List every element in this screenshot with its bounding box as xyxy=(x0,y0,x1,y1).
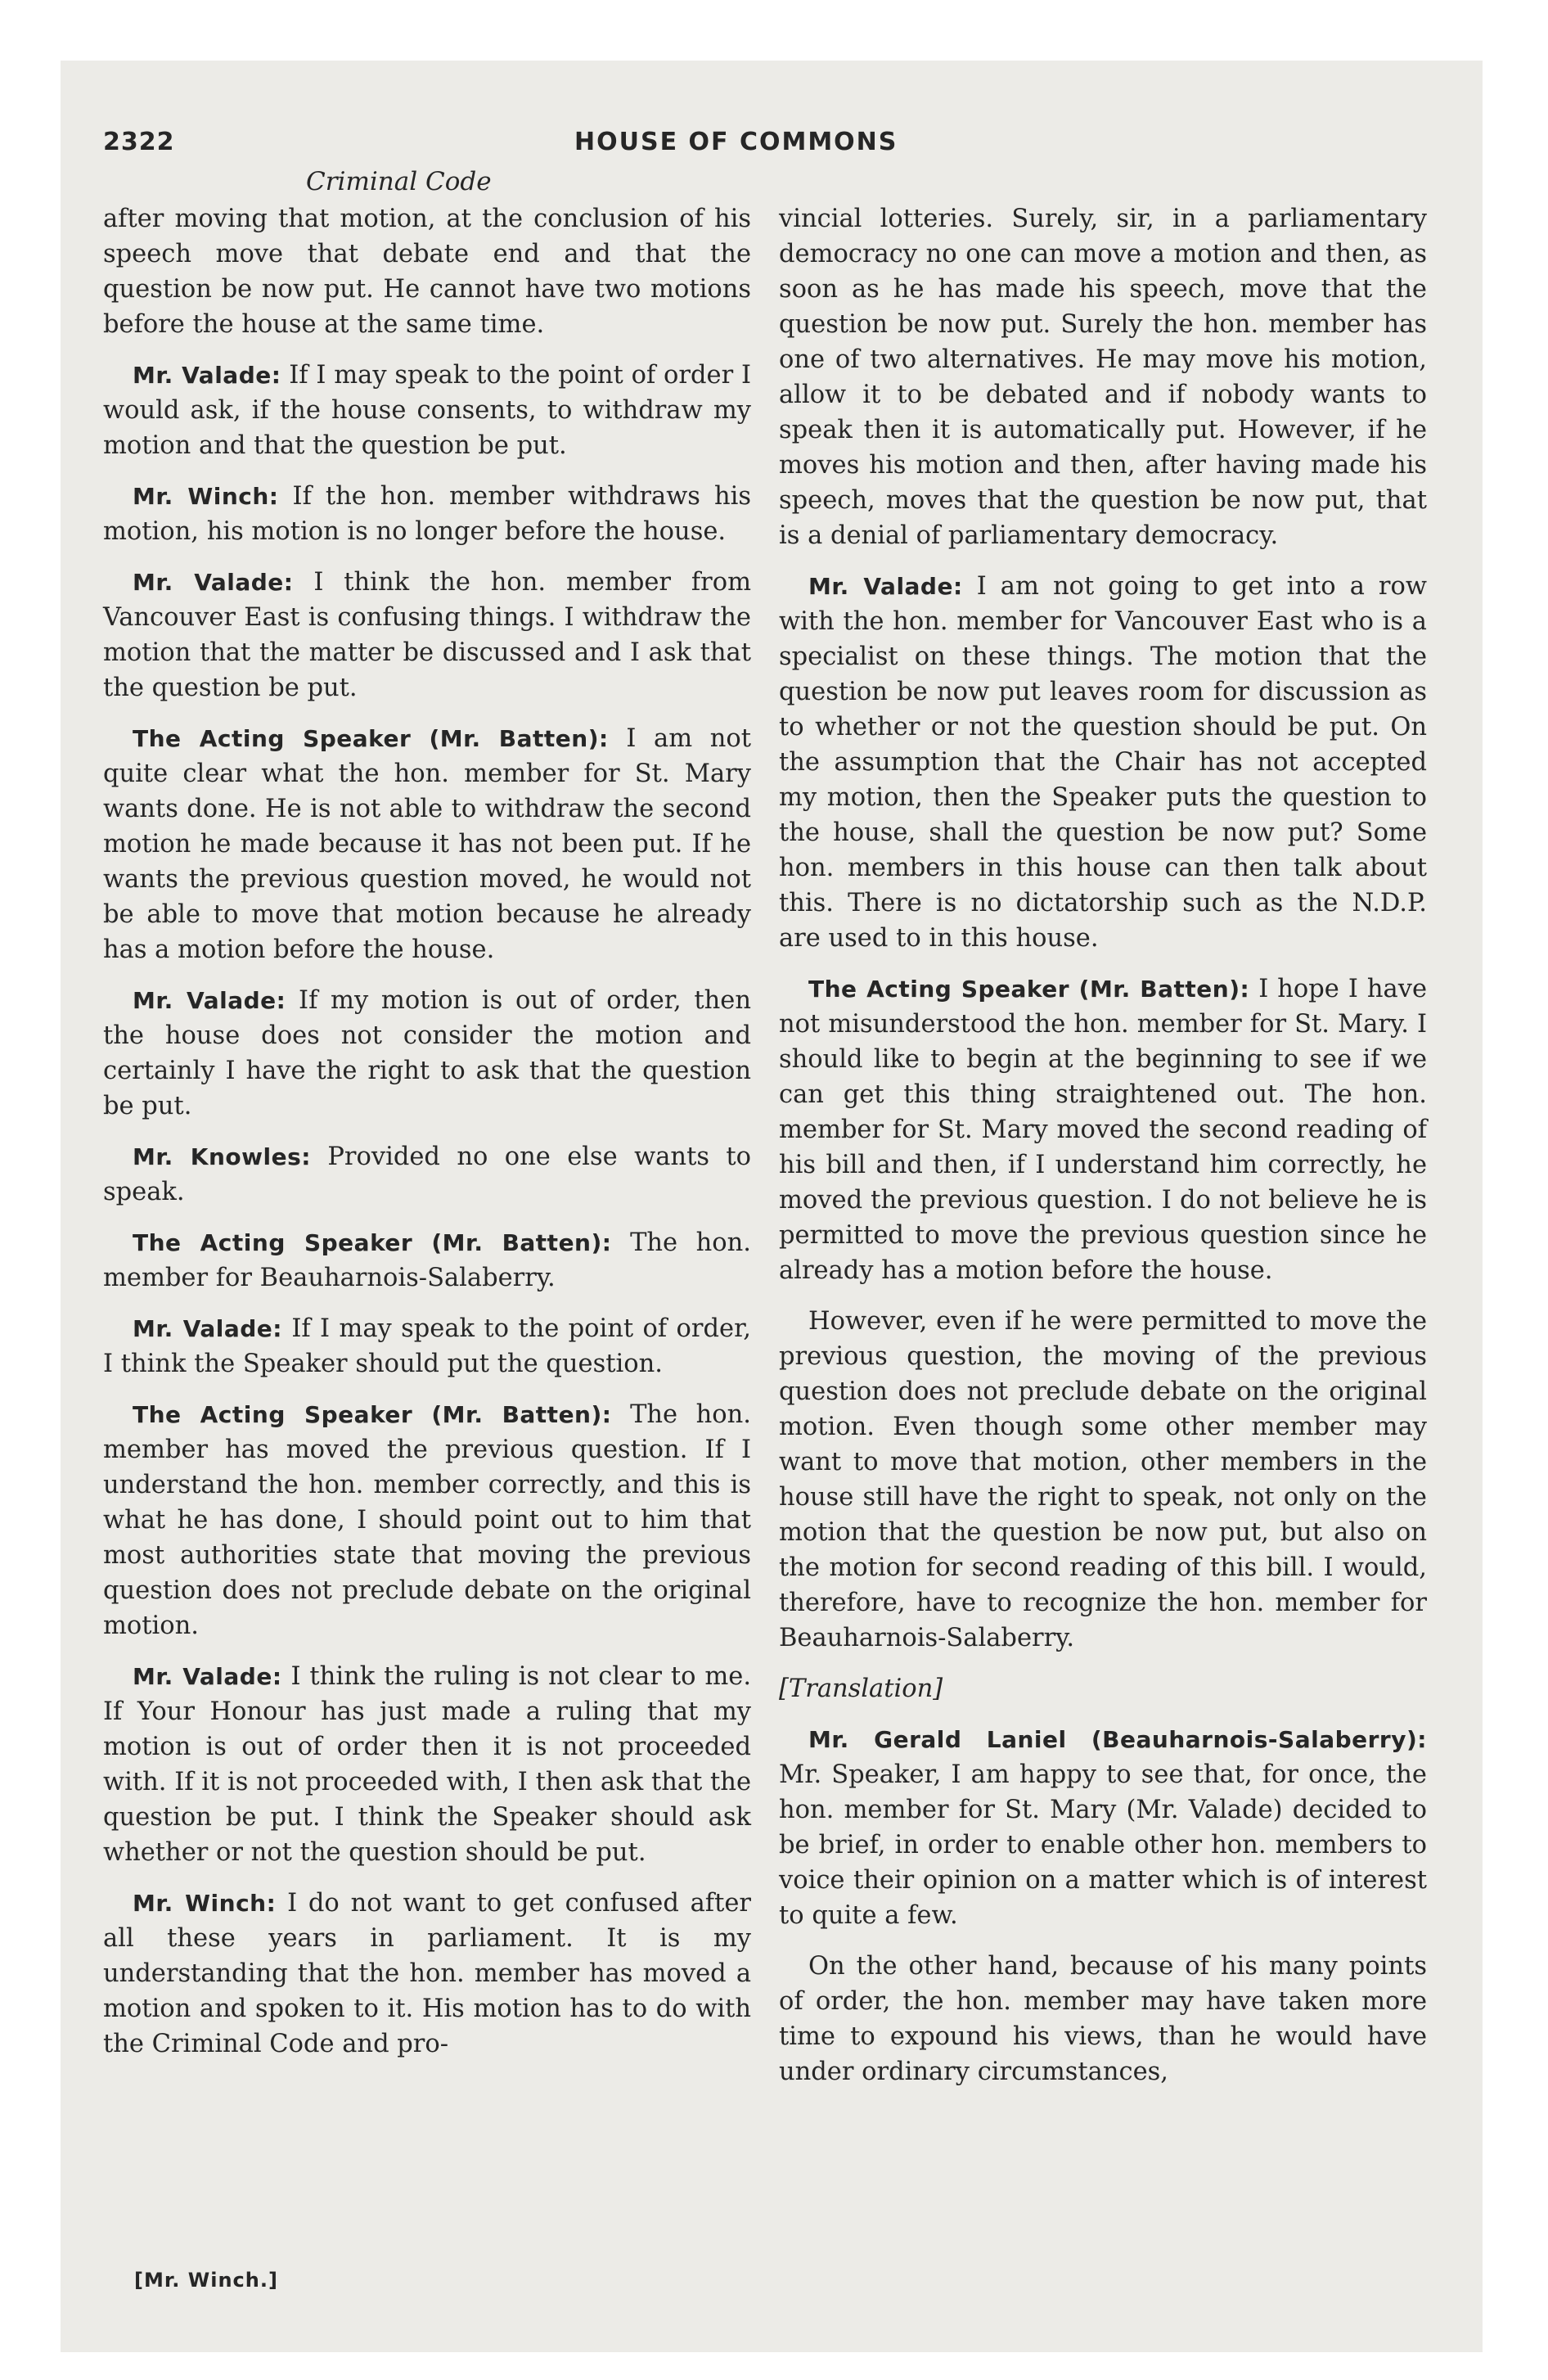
paragraph xyxy=(779,1304,1427,1656)
paragraph-text: If my motion is out of order, then the house does not consider the motion and certainly I have the right to ask that the question be put. xyxy=(103,986,752,1120)
paragraph-text: If I may speak to the point of order I would ask, if the house consents, to withdraw my motion and that the question be put. xyxy=(103,361,751,460)
paragraph xyxy=(779,971,1427,1288)
speaker-name: Mr. Winch: xyxy=(133,1890,277,1917)
paragraph-text: If I may speak to the point of order, I think the Speaker should put the question. xyxy=(103,1314,751,1378)
speaker-name: Mr. Valade: xyxy=(808,573,963,600)
speaker-name: Mr. Winch: xyxy=(133,483,279,510)
speaker-name: The Acting Speaker (Mr. Batten): xyxy=(133,1229,612,1256)
paragraph-text: I am not quite clear what the hon. member for St. Mary wants done. He is not able to withdraw the second motion he made because it has not been put. If he wants the previous question moved, he would not be able to move that motion because he already has a motion before the house. xyxy=(103,724,752,964)
paragraph xyxy=(103,983,751,1124)
speaker-name: Mr. Valade: xyxy=(133,362,281,389)
speaker-name: The Acting Speaker (Mr. Batten): xyxy=(133,1401,612,1428)
paragraph xyxy=(103,1139,751,1210)
speaker-name: The Acting Speaker (Mr. Batten): xyxy=(133,725,609,752)
paragraph xyxy=(103,1311,751,1382)
speaker-name: Mr. Valade: xyxy=(133,1663,282,1690)
paragraph xyxy=(779,201,1427,553)
speaker-name: Mr. Valade: xyxy=(133,1315,282,1342)
speaker-name: Mr. Gerald Laniel (Beauharnois-Salaberry): xyxy=(808,1726,1427,1753)
paragraph xyxy=(779,1949,1427,2089)
paragraph xyxy=(103,565,751,705)
paragraph-text: I think the ruling is not clear to me. If Your Honour has just made a ruling that my motion is out of order then it is not proceeded with. If it is not proceeded with, I then ask that the question be put. I think the Speaker should ask whether or not the question should be put. xyxy=(103,1662,752,1867)
paragraph-text: Mr. Speaker, I am happy to see that, for once, the hon. member for St. Mary (Mr. Valade) decided to be brief, in order to enable other hon. members to voice their opinion on a matter which is of interest to quite a few. xyxy=(779,1760,1427,1930)
paragraph xyxy=(103,1886,751,2062)
footer-speaker-ref: [Mr. Winch.] xyxy=(134,2269,278,2292)
paragraph xyxy=(779,569,1427,956)
left-column xyxy=(103,201,751,2077)
speaker-name: The Acting Speaker (Mr. Batten): xyxy=(808,976,1250,1003)
paragraph-text: The hon. member for Beauharnois-Salaberry. xyxy=(103,1228,752,1292)
paragraph-text: The hon. member has moved the previous question. If I understand the hon. member correctly, and this is what he has done, I should point out to him that most authorities state that moving the previous question does not preclude debate on the original motion. xyxy=(103,1400,752,1640)
paragraph-text: I am not going to get into a row with the hon. member for Vancouver East who is a specialist on these things. The motion that the question be now put leaves room for discussion as to whether or not the question should be put. On the assumption that the Chair has not accepted my motion, then the Speaker puts the question to the house, shall the question be now put? Some hon. members in this house can then talk about this. There is no dictatorship such as the N.D.P. are used to in this house. xyxy=(779,572,1427,953)
paragraph xyxy=(779,1722,1427,1933)
paragraph xyxy=(103,358,751,463)
paragraph-text: I do not want to get confused after all these years in parliament. It is my understanding that the hon. member has moved a motion and spoken to it. His motion has to do with the Criminal Code and pro- xyxy=(103,1889,751,2058)
paragraph xyxy=(103,1397,751,1643)
paragraph xyxy=(103,1225,751,1296)
paragraph-text: vincial lotteries. Surely, sir, in a parliamentary democracy no one can move a motion and then, as soon as he has made his speech, move that the question be now put. Surely the hon. member has one of two alternatives. He may move his motion, allow it to be debated and if nobody wants to speak then it is automatically put. However, if he moves his motion and then, after having made his speech, moves that the question be now put, that is a denial of parliamentary democracy. xyxy=(779,205,1427,550)
paragraph-text: However, even if he were permitted to move the previous question, the moving of the previous question does not preclude debate on the original motion. Even though some other member may want to move that motion, other members in the house still have the right to speak, not only on the motion that the question be now put, but also on the motion for second reading of this bill. I would, therefore, have to recognize the hon. member for Beauharnois-Salaberry. xyxy=(779,1307,1427,1652)
paragraph-text: after moving that motion, at the conclusion of his speech move that debate end and that the question be now put. He cannot have two motions before the house at the same time. xyxy=(103,205,751,339)
paragraph xyxy=(103,1659,751,1870)
paragraph-text: I think the hon. member from Vancouver East is confusing things. I withdraw the motion that the matter be discussed and I ask that the question be put. xyxy=(103,568,752,702)
paragraph-text: On the other hand, because of his many points of order, the hon. member may have taken more time to expound his views, than he would have under ordinary circumstances, xyxy=(779,1952,1427,2086)
paragraph xyxy=(103,721,751,967)
paragraph xyxy=(103,201,751,342)
page-number: 2322 xyxy=(103,128,175,156)
paragraph-text: I hope I have not misunderstood the hon. member for St. Mary. I should like to begin at the beginning to see if we can get this thing straightened out. The hon. member for St. Mary moved the second reading of his bill and then, if I understand him correctly, he moved the previous question. I do not believe he is permitted to move the previous question since he already has a motion before the house. xyxy=(779,975,1427,1285)
translation-label: [Translation] xyxy=(779,1675,943,1703)
speaker-name: Mr. Knowles: xyxy=(133,1143,311,1170)
paragraph xyxy=(103,479,751,549)
running-head: HOUSE OF COMMONS xyxy=(574,128,898,156)
right-column xyxy=(779,201,1427,2105)
speaker-name: Mr. Valade: xyxy=(133,569,294,596)
paragraph-text: If the hon. member withdraws his motion, his motion is no longer before the house. xyxy=(103,482,751,546)
translation-marker xyxy=(779,1671,1427,1706)
page-sheet xyxy=(61,61,1483,2352)
speaker-name: Mr. Valade: xyxy=(133,987,286,1014)
paragraph-text: Provided no one else wants to speak. xyxy=(103,1143,752,1206)
section-subtitle: Criminal Code xyxy=(306,167,492,196)
